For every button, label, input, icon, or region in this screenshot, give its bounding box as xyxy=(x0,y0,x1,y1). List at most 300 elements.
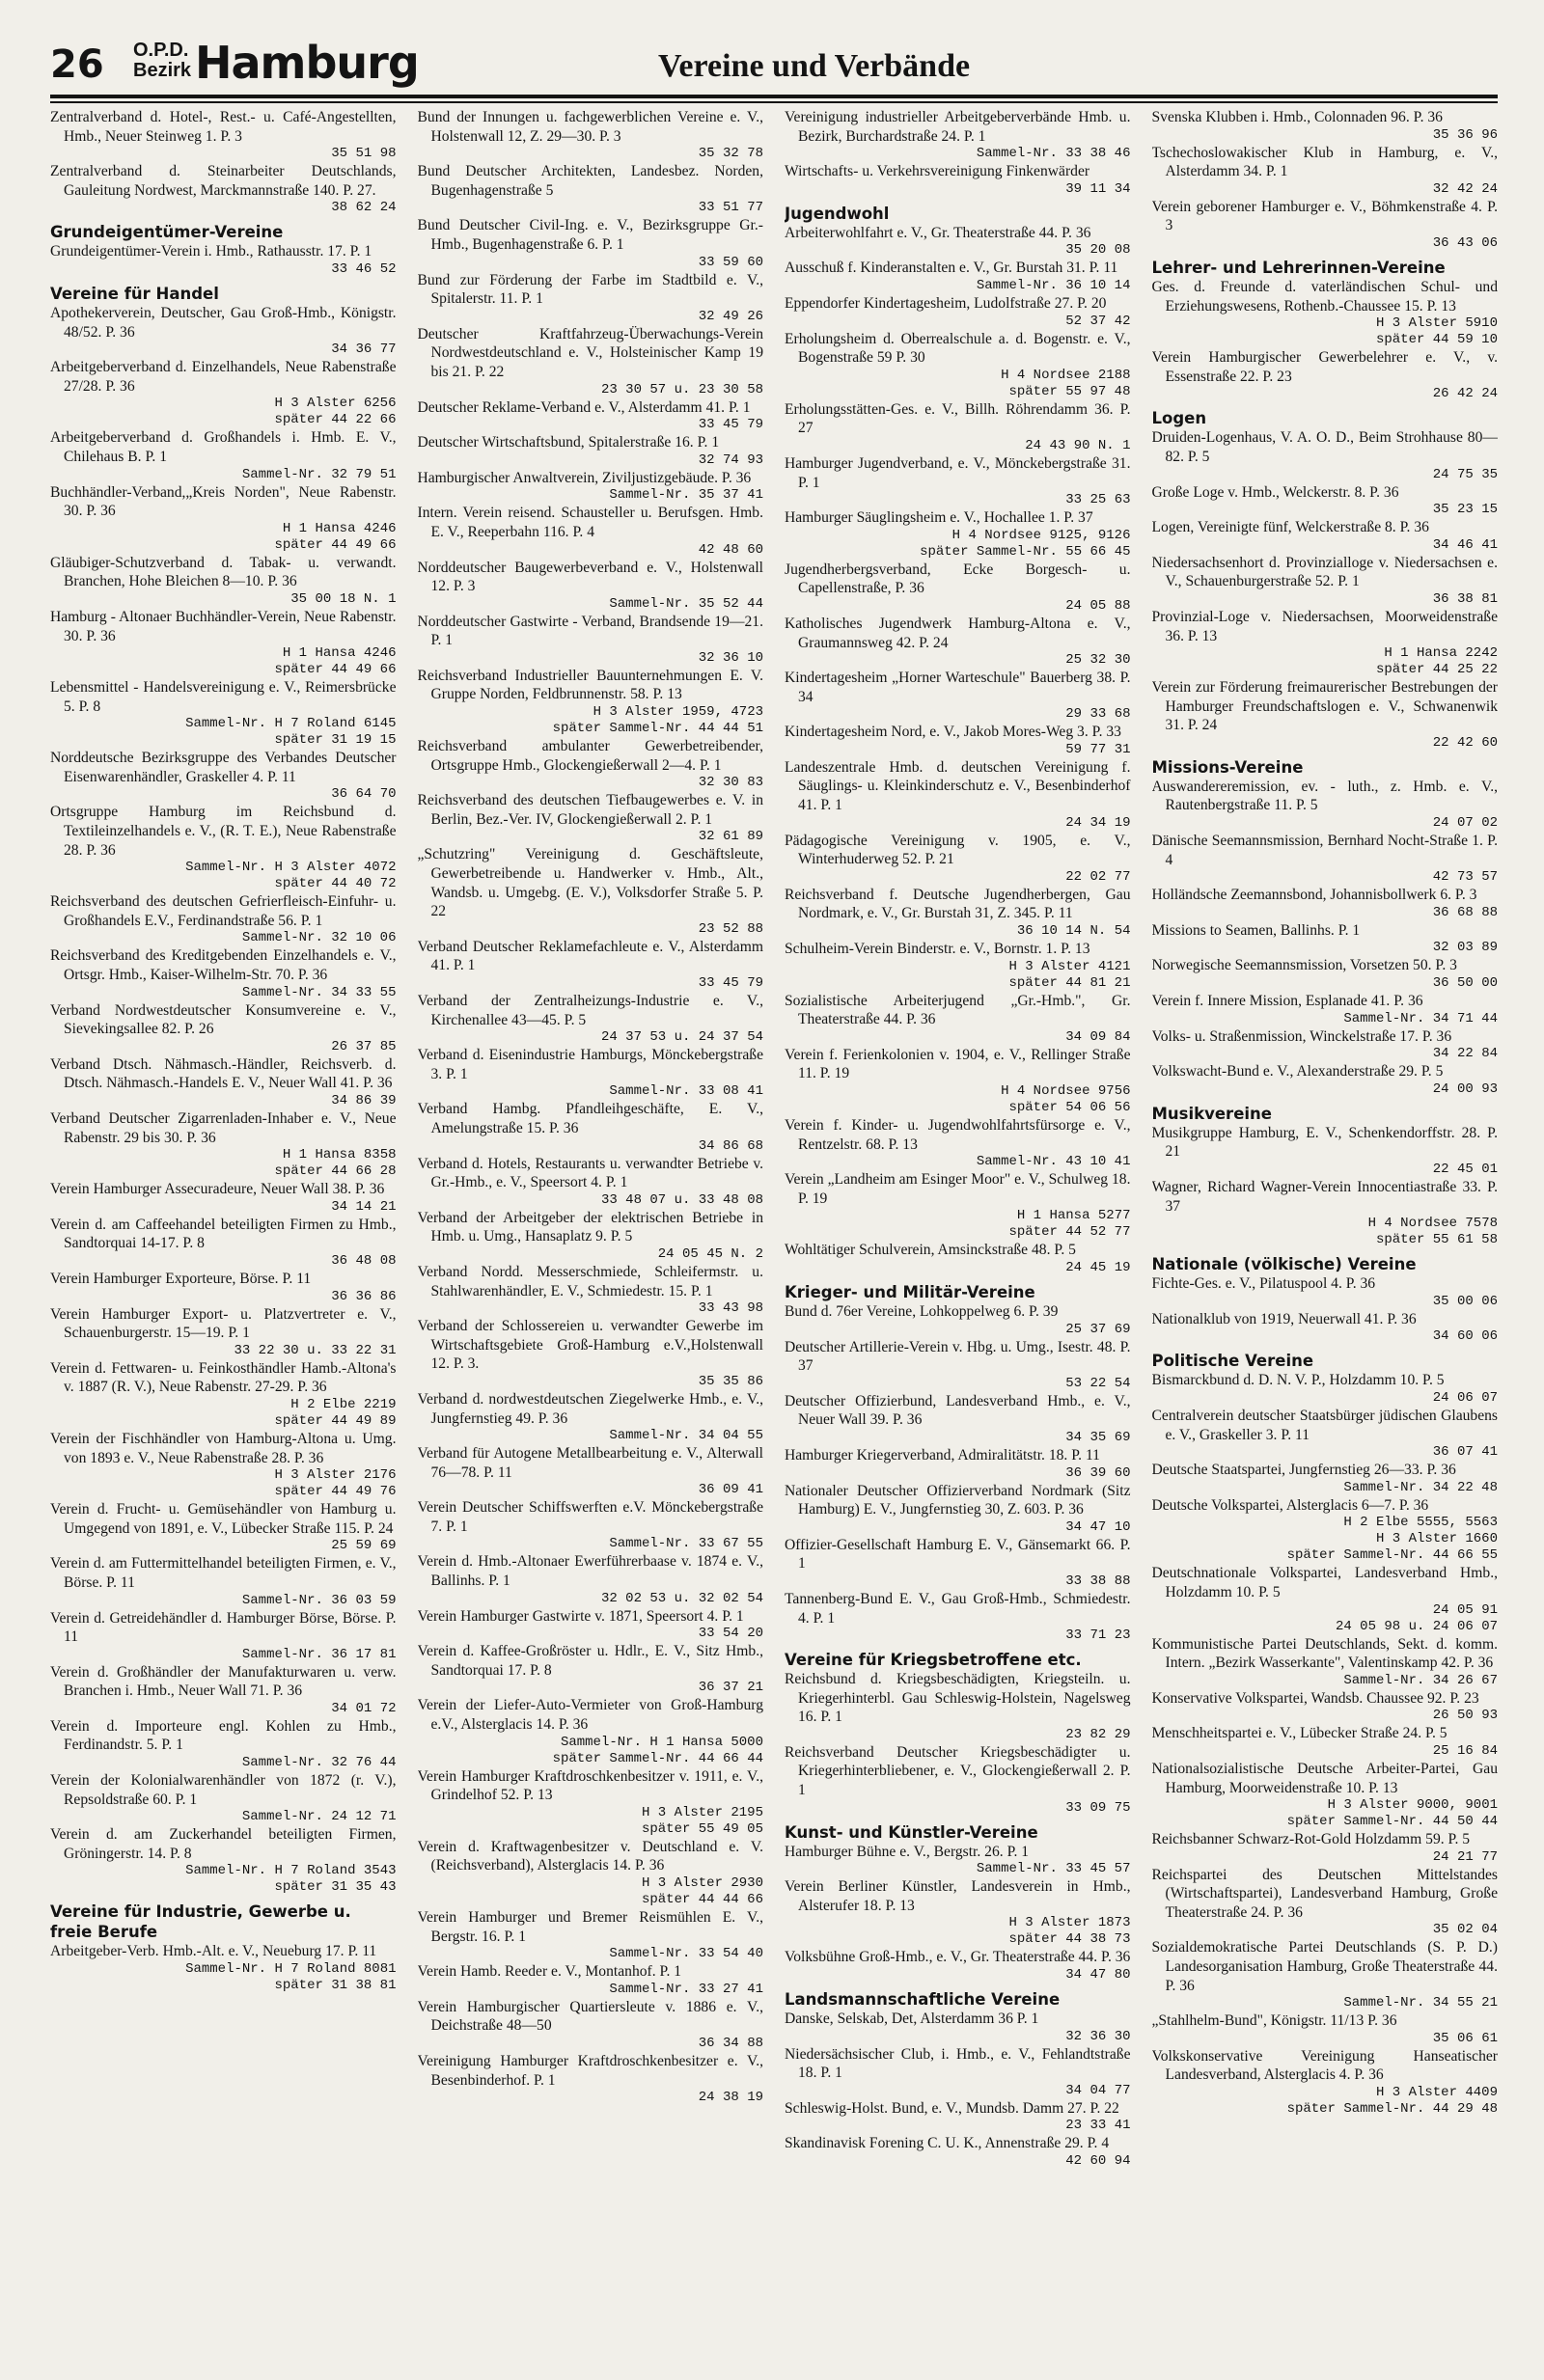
phone-number: 34 09 84 xyxy=(1065,1028,1131,1045)
entry-text: Bund der Innungen u. fachgewerblichen Vereine e. V., Holstenwall 12, Z. 29—30. P. 3 xyxy=(417,109,763,145)
entry-text: Gläubiger-Schutzverband d. Tabak- u. verwandt. Branchen, Hohe Bleichen 8—10. P. 36 xyxy=(50,554,397,590)
phone-number: Sammel-Nr. 35 52 44 xyxy=(609,595,763,612)
directory-entry xyxy=(785,400,1131,438)
phone-number: 35 20 08 xyxy=(1065,242,1131,259)
directory-entry xyxy=(418,938,764,975)
phone-number: Sammel-Nr. 34 04 55 xyxy=(609,1428,763,1444)
entry-text: Verband der Zentralheizungs-Industrie e. V., Kirchenallee 43—45. P. 5 xyxy=(417,993,763,1028)
directory-entry xyxy=(1152,2047,1499,2085)
entry-text: Niedersächsischer Club, i. Hmb., e. V., Fehlandtstraße 18. P. 1 xyxy=(785,2045,1131,2082)
phone-number: H 4 Nordsee 7578 xyxy=(1367,1216,1498,1232)
column-3 xyxy=(785,108,1131,2366)
entry-text: Verein Hamburger und Bremer Reismühlen E. V., Bergstr. 16. P. 1 xyxy=(417,1909,763,1945)
directory-entry xyxy=(785,940,1131,959)
directory-entry xyxy=(1152,428,1499,466)
phone-number: 24 34 19 xyxy=(1065,814,1131,831)
entry-text: Katholisches Jugendwerk Hamburg-Altona e. V., Graumannsweg 42. P. 24 xyxy=(785,615,1131,651)
directory-entry xyxy=(1152,992,1499,1011)
entry-text: Verband Deutscher Reklamefachleute e. V., Alsterdamm 41. P. 1 xyxy=(417,938,763,974)
phone-number-extra: später 44 38 73 xyxy=(1008,1931,1131,1948)
phone-number: Sammel-Nr. H 7 Roland 3543 xyxy=(185,1863,397,1879)
phone-number: H 1 Hansa 4246 xyxy=(282,645,397,662)
phone-number: 32 03 89 xyxy=(1432,940,1498,956)
phone-number: 33 54 20 xyxy=(698,1626,763,1642)
directory-entry xyxy=(785,758,1131,815)
directory-entry xyxy=(785,294,1131,314)
entry-text: Reichsbanner Schwarz-Rot-Gold Holzdamm 59. P. 5 xyxy=(1151,1831,1471,1848)
phone-number: 35 00 18 N. 1 xyxy=(290,590,397,607)
entry-text: Deutsche Staatspartei, Jungfernstieg 26—33. P. 36 xyxy=(1151,1462,1456,1479)
directory-entry xyxy=(785,2010,1131,2029)
column-4 xyxy=(1152,108,1499,2366)
entry-text: Verein „Landheim am Esinger Moor" e. V., Schulweg 18. P. 19 xyxy=(785,1171,1131,1207)
phone-number: 24 75 35 xyxy=(1432,466,1498,482)
entry-text: Deutscher Reklame-Verband e. V., Alsterdamm 41. P. 1 xyxy=(417,398,751,416)
phone-number-extra: später 44 44 66 xyxy=(641,1892,763,1907)
directory-entry xyxy=(785,886,1131,923)
phone-number: 25 59 69 xyxy=(331,1538,397,1554)
entry-text: Verband Dtsch. Nähmasch.-Händler, Reichsverb. d. Dtsch. Nähmasch.-Handels E. V., Neuer Wall 41. P. 36 xyxy=(50,1055,397,1092)
phone-number-extra: später 44 52 77 xyxy=(1008,1224,1131,1241)
entry-text: Deutscher Offizierbund, Landesverband Hmb., e. V., Neuer Wall 39. P. 36 xyxy=(785,1392,1131,1429)
entry-text: Verein d. Fettwaren- u. Feinkosthändler Hamb.-Altona's v. 1887 (R. V.), Neue Rabenstr. 27-29. P. 36 xyxy=(50,1359,397,1396)
entry-text: Reichsverband Industrieller Bauunternehmungen E. V. Gruppe Norden, Feldbrunnenstr. 58. P. 13 xyxy=(417,667,763,703)
directory-entry xyxy=(1152,778,1499,815)
phone-number: 35 35 86 xyxy=(698,1373,763,1389)
entry-text: Reichsverband des Kreditgebenden Einzelhandels e. V., Ortsgr. Hmb., Kaiser-Wilhelm-Str. 70. P. 36 xyxy=(50,947,397,984)
phone-number: Sammel-Nr. 33 54 40 xyxy=(609,1946,763,1962)
entry-text: Deutscher Artillerie-Verein v. Hbg. u. Umg., Isestr. 48. P. 37 xyxy=(785,1338,1131,1375)
entry-text: Skandinavisk Forening C. U. K., Annenstraße 29. P. 4 xyxy=(785,2135,1110,2152)
entry-text: Verein d. am Futtermittelhandel beteiligten Firmen, e. V., Börse. P. 11 xyxy=(50,1555,397,1591)
phone-number: 34 04 77 xyxy=(1065,2082,1131,2098)
phone-number: Sammel-Nr. H 1 Hansa 5000 xyxy=(560,1734,763,1750)
phone-number: 26 42 24 xyxy=(1432,386,1498,402)
entry-text: Volks- u. Straßenmission, Winckelstraße 17. P. 36 xyxy=(1151,1027,1452,1045)
entry-text: Schleswig-Holst. Bund, e. V., Mundsb. Damm 27. P. 22 xyxy=(785,2099,1119,2117)
entry-text: Missions to Seamen, Ballinhs. P. 1 xyxy=(1151,921,1361,939)
directory-entry xyxy=(1152,1760,1499,1797)
entry-text: Nationalklub von 1919, Neuerwall 41. P. 36 xyxy=(1151,1310,1417,1327)
category-heading: Missions-Vereine xyxy=(1151,757,1304,777)
phone-number: H 3 Alster 1873 xyxy=(1008,1915,1131,1931)
phone-number: 33 38 88 xyxy=(1065,1573,1131,1589)
phone-number: 25 16 84 xyxy=(1432,1742,1498,1759)
entry-text: Verein Hamburgischer Quartiersleute v. 1886 e. V., Deichstraße 48—50 xyxy=(417,1998,763,2035)
entry-text: Reichspartei des Deutschen Mittelstandes (Wirtschaftspartei), Landesverband Hamburg, Große Theaterstraße 24. P. 36 xyxy=(1151,1866,1498,1921)
entry-text: Verband Nordd. Messerschmiede, Schleifermstr. u. Stahlwarenhändler, E. V., Schmiedestr. 15. P. 1 xyxy=(417,1263,763,1299)
phone-number: 23 30 57 u. 23 30 58 xyxy=(600,381,763,397)
directory-entry xyxy=(1152,1866,1499,1923)
entry-text: Verband der Schlossereien u. verwandter Gewerbe im Wirtschaftsgebiete Groß-Hamburg e.V.,Holstenwall 12. P. 3. xyxy=(417,1318,763,1373)
entry-text: Verband d. Hotels, Restaurants u. verwandter Betriebe v. Gr.-Hmb., e. V., Speersort 4. P. 1 xyxy=(417,1155,763,1191)
phone-number: 24 21 77 xyxy=(1432,1848,1498,1865)
entry-text: Arbeitgeber-Verb. Hmb.-Alt. e. V., Neueburg 17. P. 11 xyxy=(50,1943,377,1960)
phone-number: H 4 Nordsee 9125, 9126 xyxy=(951,527,1131,543)
directory-entry xyxy=(785,1743,1131,1800)
phone-number: 33 09 75 xyxy=(1065,1799,1131,1816)
directory-entry xyxy=(418,1263,764,1300)
phone-number-extra: später Sammel-Nr. 44 44 51 xyxy=(552,721,763,737)
entry-text: Deutschnationale Volkspartei, Landesverband Hmb., Holzdamm 10. P. 5 xyxy=(1151,1565,1498,1600)
phone-number: 33 45 79 xyxy=(698,417,763,433)
phone-number: 34 01 72 xyxy=(331,1700,397,1716)
phone-number: 34 60 06 xyxy=(1432,1328,1498,1345)
phone-number: 32 36 10 xyxy=(698,649,763,666)
phone-number: 34 47 80 xyxy=(1065,1967,1131,1983)
entry-text: Wohltätiger Schulverein, Amsinckstraße 48. P. 5 xyxy=(785,1242,1076,1259)
phone-number-extra: später Sammel-Nr. 44 50 44 xyxy=(1286,1814,1498,1830)
entry-text: Apothekerverein, Deutscher, Gau Groß-Hmb., Königstr. 48/52. P. 36 xyxy=(50,304,397,341)
directory-entry xyxy=(418,613,764,650)
category-heading: Vereine für Kriegsbetroffene etc. xyxy=(785,1651,1082,1670)
directory-entry xyxy=(418,162,764,200)
directory-entry xyxy=(50,892,397,930)
phone-number: 22 45 01 xyxy=(1432,1162,1498,1177)
entry-text: Verein d. am Zuckerhandel beteiligten Firmen, Gröningerstr. 14. P. 8 xyxy=(50,1826,397,1862)
phone-number: 34 47 10 xyxy=(1065,1518,1131,1535)
phone-number-extra: später Sammel-Nr. 44 66 55 xyxy=(1286,1547,1498,1564)
directory-entry xyxy=(50,108,397,146)
phone-number: 34 14 21 xyxy=(331,1198,397,1215)
entry-text: Konservative Volkspartei, Wandsb. Chaussee 92. P. 23 xyxy=(1151,1689,1479,1707)
entry-text: Menschheitspartei e. V., Lübecker Straße 24. P. 5 xyxy=(1151,1725,1448,1742)
phone-number: 36 37 21 xyxy=(698,1680,763,1696)
entry-text: Verein der Fischhändler von Hamburg-Altona u. Umg. von 1893 e. V., Neue Rabenstraße 28. P. 36 xyxy=(50,1430,397,1466)
directory-entry xyxy=(785,1446,1131,1465)
entry-text: Auswandereremission, ev. - luth., z. Hmb. e. V., Rautenbergstraße 11. P. 5 xyxy=(1151,778,1498,814)
directory-entry xyxy=(1152,1062,1499,1081)
phone-number: 34 35 69 xyxy=(1065,1429,1131,1445)
phone-number-extra: später Sammel-Nr. 44 66 44 xyxy=(552,1750,763,1766)
phone-number: 26 37 85 xyxy=(331,1038,397,1054)
entry-text: Bund zur Förderung der Farbe im Stadtbild e. V., Spitalerstr. 11. P. 1 xyxy=(417,271,763,308)
entry-text: Hamburger Bühne e. V., Bergstr. 26. P. 1 xyxy=(785,1843,1030,1860)
phone-number: 34 86 39 xyxy=(331,1093,397,1108)
directory-entry xyxy=(50,1305,397,1343)
phone-number: 24 37 53 u. 24 37 54 xyxy=(600,1029,763,1046)
phone-number: 53 22 54 xyxy=(1065,1375,1131,1391)
directory-entry xyxy=(50,1001,397,1039)
phone-number: 36 43 06 xyxy=(1432,234,1498,251)
phone-number-extra: später 44 49 76 xyxy=(274,1484,397,1500)
phone-number: Sammel-Nr. 36 10 14 xyxy=(976,277,1131,293)
directory-entry xyxy=(1152,1564,1499,1601)
directory-entry xyxy=(1152,518,1499,537)
directory-entry xyxy=(418,737,764,775)
directory-entry xyxy=(418,992,764,1029)
phone-number: H 3 Alster 2176 xyxy=(274,1467,397,1484)
entry-text: Musikgruppe Hamburg, E. V., Schenkendorffstr. 28. P. 21 xyxy=(1151,1124,1498,1161)
phone-number: 34 22 84 xyxy=(1432,1046,1498,1062)
directory-entry xyxy=(785,992,1131,1029)
phone-number-extra: H 3 Alster 1660 xyxy=(1375,1531,1498,1547)
phone-number: 24 06 07 xyxy=(1432,1389,1498,1406)
phone-number: 36 38 81 xyxy=(1432,590,1498,607)
phone-number: 36 48 08 xyxy=(331,1252,397,1269)
entry-text: Offizier-Gesellschaft Hamburg E. V., Gänsemarkt 66. P. 1 xyxy=(785,1536,1131,1573)
phone-number: Sammel-Nr. H 7 Roland 8081 xyxy=(185,1961,397,1978)
entry-text: Sozialdemokratische Partei Deutschlands (S. P. D.) Landesorganisation Hamburg, Große Theaterstraße 44. P. 36 xyxy=(1151,1939,1498,1994)
entry-text: Dänische Seemannsmission, Bernhard Nocht-Straße 1. P. 4 xyxy=(1151,833,1498,868)
category-heading: Kunst- und Künstler-Vereine xyxy=(785,1822,1038,1842)
phone-number-extra: später 44 49 66 xyxy=(274,536,397,553)
entry-text: Verband Hambg. Pfandleihgeschäfte, E. V., Amelungstraße 15. P. 36 xyxy=(417,1101,763,1136)
phone-number: 35 51 98 xyxy=(331,146,397,162)
entry-text: Ges. d. Freunde d. vaterländischen Schul- und Erziehungswesens, Rothenb.-Chaussee 15. P. 13 xyxy=(1151,278,1498,315)
phone-number: H 3 Alster 2195 xyxy=(641,1804,763,1820)
directory-entry xyxy=(1152,1938,1499,1995)
page-number: 26 xyxy=(50,42,104,87)
section-title: Vereine und Verbände xyxy=(658,48,971,84)
phone-number: 29 33 68 xyxy=(1065,706,1131,723)
directory-entry xyxy=(785,1046,1131,1083)
directory-entry xyxy=(50,1825,397,1863)
phone-number: Sammel-Nr. 34 26 67 xyxy=(1343,1672,1498,1688)
directory-entry xyxy=(418,325,764,382)
entry-text: Reichsverband f. Deutsche Jugendherbergen, Gau Nordmark, e. V., Gr. Burstah 31, Z. 345. P. 11 xyxy=(785,886,1131,922)
phone-number: 36 09 41 xyxy=(698,1482,763,1498)
phone-number: 34 86 68 xyxy=(698,1137,763,1154)
directory-entry xyxy=(418,1100,764,1137)
entry-text: Grundeigentümer-Verein i. Hmb., Rathausstr. 17. P. 1 xyxy=(50,243,372,260)
directory-entry xyxy=(785,1241,1131,1260)
entry-text: Verein Hamburger Assecuradeure, Neuer Wall 38. P. 36 xyxy=(50,1181,385,1198)
directory-entry xyxy=(50,162,397,200)
directory-entry xyxy=(1152,1371,1499,1390)
phone-number: 36 34 88 xyxy=(698,2035,763,2051)
directory-entry xyxy=(785,454,1131,492)
directory-entry xyxy=(1152,1407,1499,1444)
directory-entry xyxy=(785,615,1131,652)
phone-number: Sammel-Nr. H 3 Alster 4072 xyxy=(185,860,397,876)
phone-number-extra: später 44 59 10 xyxy=(1375,332,1498,348)
directory-entry xyxy=(50,1109,397,1147)
category-heading: Musikvereine xyxy=(1151,1104,1272,1123)
phone-number: 38 62 24 xyxy=(331,200,397,216)
phone-number: 24 05 91 xyxy=(1432,1601,1498,1618)
phone-number: 42 60 94 xyxy=(1065,2153,1131,2169)
entry-text: Erholungsheim d. Oberrealschule a. d. Bogenstr. e. V., Bogenstraße 59 P. 30 xyxy=(785,330,1131,367)
phone-number: 24 05 88 xyxy=(1065,597,1131,614)
directory-entry xyxy=(50,1055,397,1093)
directory-entry xyxy=(785,1116,1131,1154)
directory-entry xyxy=(1152,554,1499,591)
phone-number: 23 33 41 xyxy=(1065,2118,1131,2134)
phone-number: 34 46 41 xyxy=(1432,536,1498,553)
entry-text: Verein geborener Hamburger e. V., Böhmkenstraße 4. P. 3 xyxy=(1151,198,1498,234)
phone-number: 35 36 96 xyxy=(1432,126,1498,143)
directory-entry xyxy=(1152,278,1499,315)
phone-number: 33 22 30 u. 33 22 31 xyxy=(234,1342,397,1358)
directory-entry xyxy=(1152,956,1499,975)
entry-text: Verband Nordwestdeutscher Konsumvereine e. V., Sievekingsallee 82. P. 26 xyxy=(50,1001,397,1038)
directory-entry xyxy=(50,1609,397,1647)
entry-text: Hamburger Kriegerverband, Admiralitätstr. 18. P. 11 xyxy=(785,1446,1100,1464)
directory-entry xyxy=(418,504,764,541)
directory-entry xyxy=(1152,1027,1499,1047)
directory-entry xyxy=(50,608,397,645)
entry-text: Hamburg - Altonaer Buchhändler-Verein, Neue Rabenstr. 30. P. 36 xyxy=(50,608,397,644)
phone-number: 25 37 69 xyxy=(1065,1321,1131,1337)
phone-number: 24 05 45 N. 2 xyxy=(657,1245,763,1262)
phone-number-extra: später 44 49 66 xyxy=(274,662,397,678)
directory-entry xyxy=(418,1838,764,1875)
phone-number-extra: später 31 35 43 xyxy=(274,1879,397,1896)
directory-entry xyxy=(785,669,1131,706)
directory-entry xyxy=(785,1843,1131,1862)
phone-number: H 4 Nordsee 2188 xyxy=(1001,367,1131,383)
directory-entry xyxy=(785,330,1131,368)
phone-number: Sammel-Nr. 32 76 44 xyxy=(241,1755,397,1771)
category-heading: Logen xyxy=(1151,409,1207,428)
entry-text: Verein Hamburgischer Gewerbelehrer e. V., v. Essenstraße 22. P. 23 xyxy=(1151,349,1498,385)
phone-number: 24 07 02 xyxy=(1432,815,1498,832)
directory-entry xyxy=(418,1607,764,1627)
directory-entry xyxy=(50,1717,397,1755)
entry-text: Reichsverband Deutscher Kriegsbeschädigter u. Kriegerhinterbliebener, e. V., Glockengießerwall 2. P. 1 xyxy=(785,1743,1131,1799)
directory-entry xyxy=(1152,921,1499,941)
directory-entry xyxy=(418,1444,764,1482)
entry-text: Buchhändler-Verband,„Kreis Norden", Neue Rabenstr. 30. P. 36 xyxy=(50,483,397,520)
phone-number: H 3 Alster 4409 xyxy=(1375,2085,1498,2101)
entry-text: Verein Hamb. Reeder e. V., Montanhof. P. 1 xyxy=(417,1963,682,1981)
entry-text: Kommunistische Partei Deutschlands, Sekt. d. komm. Intern. „Bezirk Wasserkante", Valentinskamp 42. P. 36 xyxy=(1151,1635,1498,1672)
directory-entry xyxy=(50,1216,397,1253)
phone-number: 26 50 93 xyxy=(1432,1708,1498,1724)
entry-text: Druiden-Logenhaus, V. A. O. D., Beim Strohhause 80—82. P. 5 xyxy=(1151,429,1498,465)
entry-text: Hamburger Jugendverband, e. V., Mönckebergstraße 31. P. 1 xyxy=(785,454,1131,491)
directory-entry xyxy=(1152,1274,1499,1294)
entry-text: Norddeutscher Baugewerbeverband e. V., Holstenwall 12. P. 3 xyxy=(417,559,763,595)
category-heading: Grundeigentümer-Vereine xyxy=(50,223,284,242)
entry-text: Wagner, Richard Wagner-Verein Innocentiastraße 33. P. 37 xyxy=(1151,1179,1498,1215)
entry-text: Hamburger Säuglingsheim e. V., Hochallee 1. P. 37 xyxy=(785,509,1093,527)
phone-number: 36 10 14 N. 54 xyxy=(1016,923,1131,940)
entry-text: Logen, Vereinigte fünf, Welckerstraße 8. P. 36 xyxy=(1151,519,1429,536)
directory-entry xyxy=(1152,2011,1499,2031)
directory-entry xyxy=(785,1392,1131,1430)
phone-number: 32 49 26 xyxy=(698,308,763,324)
directory-entry xyxy=(418,1642,764,1680)
directory-entry xyxy=(50,946,397,984)
phone-number-extra: später 44 66 28 xyxy=(274,1163,397,1180)
entry-text: Reichsverband des deutschen Gefrierfleisch-Einfuhr- u. Großhandels E.V., Ferdinandstraße 56. P. 1 xyxy=(50,893,397,929)
phone-number: H 1 Hansa 2242 xyxy=(1384,645,1498,662)
entry-text: Erholungsstätten-Ges. e. V., Billh. Röhrendamm 36. P. 27 xyxy=(785,400,1131,437)
phone-number: Sammel-Nr. 36 03 59 xyxy=(241,1592,397,1608)
entry-text: Lebensmittel - Handelsvereinigung e. V., Reimersbrücke 5. P. 8 xyxy=(50,679,397,715)
directory-entry xyxy=(418,433,764,452)
entry-text: Verband d. Eisenindustrie Hamburgs, Mönckebergstraße 3. P. 1 xyxy=(417,1047,763,1082)
phone-number: H 3 Alster 4121 xyxy=(1008,958,1131,974)
phone-number: 35 06 61 xyxy=(1432,2030,1498,2046)
directory-entry xyxy=(785,1877,1131,1915)
phone-number: 33 45 79 xyxy=(698,975,763,991)
directory-entry xyxy=(50,1942,397,1961)
phone-number: 35 32 78 xyxy=(698,146,763,162)
phone-number-extra: später 31 38 81 xyxy=(274,1978,397,1994)
entry-text: Volkswacht-Bund e. V., Alexanderstraße 29. P. 5 xyxy=(1151,1063,1444,1081)
directory-entry xyxy=(50,483,397,521)
phone-number: 33 46 52 xyxy=(331,260,397,277)
directory-columns xyxy=(50,108,1498,2366)
directory-entry xyxy=(418,1155,764,1192)
entry-text: Norwegische Seemannsmission, Vorsetzen 50. P. 3 xyxy=(1151,957,1457,974)
city-title: Hamburg xyxy=(195,37,419,89)
entry-text: Vereinigung Hamburger Kraftdroschkenbesitzer e. V., Besenbinderhof. P. 1 xyxy=(417,2052,763,2089)
entry-text: Sozialistische Arbeiterjugend „Gr.-Hmb.", Gr. Theaterstraße 44. P. 36 xyxy=(785,992,1131,1028)
phone-number: Sammel-Nr. 33 08 41 xyxy=(609,1083,763,1100)
category-heading: Jugendwohl xyxy=(785,204,890,223)
phone-number: Sammel-Nr. 43 10 41 xyxy=(976,1154,1131,1170)
directory-entry xyxy=(418,791,764,829)
directory-entry xyxy=(1152,608,1499,645)
header-rule-thin xyxy=(50,101,1498,103)
entry-text: Deutscher Wirtschaftsbund, Spitalerstraße 16. P. 1 xyxy=(417,434,720,451)
directory-entry xyxy=(418,667,764,704)
directory-entry xyxy=(418,108,764,146)
entry-text: Arbeiterwohlfahrt e. V., Gr. Theaterstraße 44. P. 36 xyxy=(785,224,1091,241)
directory-entry xyxy=(418,1908,764,1946)
phone-number: 52 37 42 xyxy=(1065,313,1131,329)
directory-entry xyxy=(418,271,764,309)
directory-entry xyxy=(785,1170,1131,1208)
directory-entry xyxy=(50,1554,397,1592)
directory-entry xyxy=(785,1670,1131,1727)
entry-text: Arbeitgeberverband d. Einzelhandels, Neue Rabenstraße 27/28. P. 36 xyxy=(50,359,397,395)
phone-number: 24 45 19 xyxy=(1065,1259,1131,1275)
entry-text: Verein zur Förderung freimaurerischer Bestrebungen der Hamburger Freundschaftslogen e. V., Schwanenwik 31. P. 24 xyxy=(1151,679,1498,734)
phone-number: 36 39 60 xyxy=(1065,1464,1131,1481)
entry-text: Verein f. Innere Mission, Esplanade 41. P. 36 xyxy=(1151,993,1423,1010)
directory-entry xyxy=(1152,108,1499,127)
entry-text: „Schutzring" Vereinigung d. Geschäftsleute, Gewerbetreibende u. Handwerker v. Hmb., Alt., Wandsb. u. Umgebg. (E. V.), Volksdorfer Straße 5. P. 22 xyxy=(417,846,763,920)
phone-number: 23 82 29 xyxy=(1065,1726,1131,1742)
entry-text: Kindertagesheim Nord, e. V., Jakob Mores-Weg 3. P. 33 xyxy=(785,724,1121,741)
directory-entry xyxy=(785,561,1131,598)
directory-entry xyxy=(785,1536,1131,1573)
entry-text: Eppendorfer Kindertagesheim, Ludolfstraße 27. P. 20 xyxy=(785,294,1107,312)
directory-entry xyxy=(50,678,397,716)
entry-text: Verein Hamburger Export- u. Platzvertreter e. V., Schauenburgerstr. 15—19. P. 1 xyxy=(50,1305,397,1342)
directory-entry xyxy=(785,1482,1131,1519)
directory-entry xyxy=(418,1209,764,1246)
entry-text: Zentralverband d. Steinarbeiter Deutschlands, Gauleitung Nordwest, Marckmannstraße 140. P. 27. xyxy=(50,163,397,199)
entry-text: Volksbühne Groß-Hmb., e. V., Gr. Theaterstraße 44. P. 36 xyxy=(785,1949,1131,1966)
directory-entry xyxy=(1152,1124,1499,1162)
bezirk-label: Bezirk xyxy=(133,60,192,81)
page-header xyxy=(50,37,1498,91)
category-heading: Landsmannschaftliche Vereine xyxy=(785,1990,1061,2010)
entry-text: Landeszentrale Hmb. d. deutschen Vereinigung f. Säuglings- u. Kleinkinderschutz e. V., Besenbinderhof 41. P. 1 xyxy=(785,758,1131,814)
phone-number: 59 77 31 xyxy=(1065,741,1131,757)
phone-number: Sammel-Nr. 36 17 81 xyxy=(241,1646,397,1662)
entry-text: Verein d. Kaffee-Großröster u. Hdlr., E. V., Sitz Hmb., Sandtorquai 17. P. 8 xyxy=(417,1643,763,1679)
directory-entry xyxy=(1152,1461,1499,1480)
entry-text: Ausschuß f. Kinderanstalten e. V., Gr. Burstah 31. P. 11 xyxy=(785,260,1118,277)
directory-entry xyxy=(418,1317,764,1374)
directory-entry xyxy=(50,554,397,591)
directory-entry xyxy=(785,259,1131,278)
entry-text: Volkskonservative Vereinigung Hanseatischer Landesverband, Alsterglacis 4. P. 36 xyxy=(1151,2047,1498,2084)
phone-number-extra: später 55 49 05 xyxy=(641,1820,763,1837)
phone-number: Sammel-Nr. 32 79 51 xyxy=(241,466,397,482)
entry-text: Verein Hamburger Gastwirte v. 1871, Speersort 4. P. 1 xyxy=(417,1607,744,1625)
phone-number: Sammel-Nr. 34 33 55 xyxy=(241,984,397,1000)
phone-number: H 3 Alster 5910 xyxy=(1375,315,1498,332)
phone-number: 24 43 90 N. 1 xyxy=(1025,437,1131,453)
